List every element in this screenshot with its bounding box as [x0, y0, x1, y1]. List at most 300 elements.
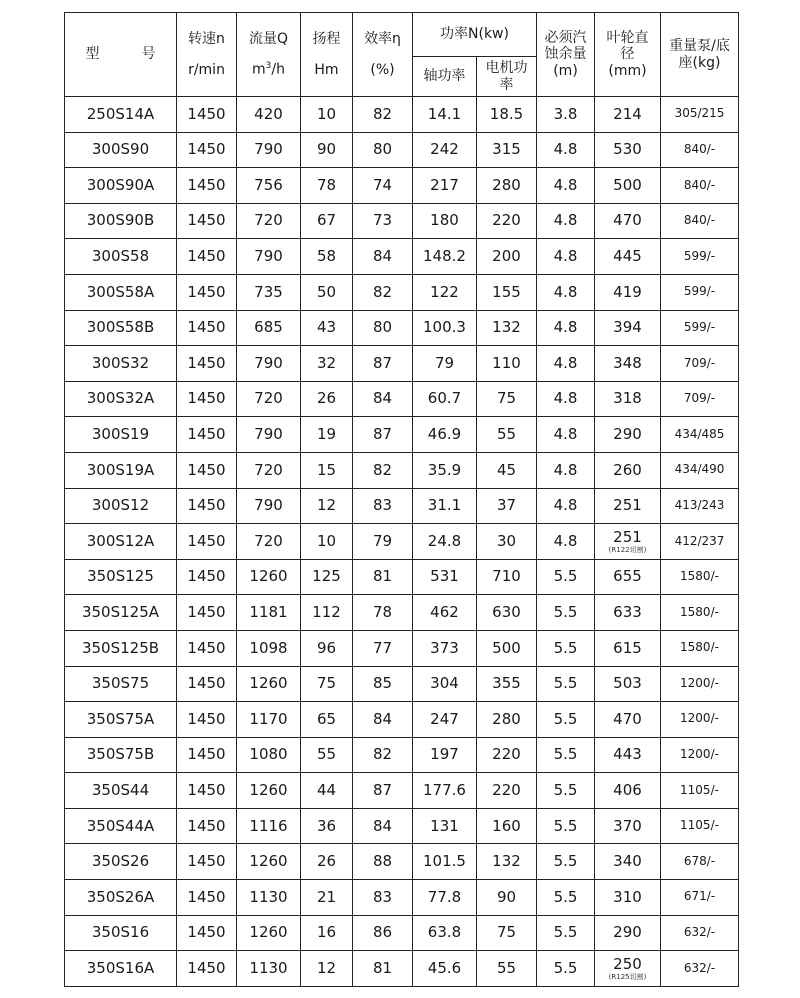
header-power: 功率N(kw): [413, 13, 537, 57]
cell-efficiency: 84: [353, 381, 413, 417]
cell-shaft-power: 462: [413, 595, 477, 631]
cell-flow: 1130: [237, 880, 301, 916]
cell-model: 350S16: [65, 915, 177, 951]
cell-impeller: [595, 951, 661, 987]
cell-flow: 756: [237, 168, 301, 204]
cell-model: 300S12A: [65, 524, 177, 560]
cell-shaft-power: 122: [413, 274, 477, 310]
cell-speed: 1450: [177, 274, 237, 310]
cell-model: 300S58B: [65, 310, 177, 346]
impeller-value: 500: [613, 175, 642, 194]
impeller-value: 615: [613, 638, 642, 657]
cell-impeller: [595, 702, 661, 738]
cell-impeller: [595, 203, 661, 239]
impeller-value: 470: [613, 211, 642, 230]
cell-model: 350S125A: [65, 595, 177, 631]
cell-shaft-power: 131: [413, 808, 477, 844]
cell-shaft-power: 148.2: [413, 239, 477, 275]
cell-flow: 720: [237, 203, 301, 239]
cell-flow: 1080: [237, 737, 301, 773]
cell-npsh: 5.5: [537, 702, 595, 738]
cell-head: 10: [301, 524, 353, 560]
cell-head: 12: [301, 951, 353, 987]
cell-motor-power: 220: [477, 773, 537, 809]
cell-motor-power: 90: [477, 880, 537, 916]
cell-npsh: 5.5: [537, 915, 595, 951]
cell-npsh: 5.5: [537, 844, 595, 880]
cell-impeller: [595, 274, 661, 310]
cell-efficiency: 78: [353, 595, 413, 631]
cell-impeller: [595, 808, 661, 844]
cell-impeller: [595, 915, 661, 951]
cell-shaft-power: 31.1: [413, 488, 477, 524]
cell-head: 16: [301, 915, 353, 951]
cell-npsh: 4.8: [537, 203, 595, 239]
impeller-value: 250: [613, 954, 642, 973]
cell-flow: 420: [237, 97, 301, 133]
cell-efficiency: 83: [353, 488, 413, 524]
cell-motor-power: 710: [477, 559, 537, 595]
cell-shaft-power: 101.5: [413, 844, 477, 880]
table-row: [65, 773, 739, 809]
cell-speed: 1450: [177, 97, 237, 133]
cell-impeller: [595, 417, 661, 453]
header-shaft-power: 轴功率: [413, 57, 477, 97]
cell-weight: 599/-: [661, 274, 739, 310]
cell-flow: 1130: [237, 951, 301, 987]
impeller-value: 503: [613, 674, 642, 693]
cell-head: 125: [301, 559, 353, 595]
cell-npsh: 5.5: [537, 559, 595, 595]
impeller-value: 370: [613, 816, 642, 835]
cell-speed: 1450: [177, 737, 237, 773]
cell-shaft-power: 100.3: [413, 310, 477, 346]
cell-impeller: [595, 559, 661, 595]
cell-head: 112: [301, 595, 353, 631]
cell-motor-power: 110: [477, 346, 537, 382]
cell-weight: 632/-: [661, 951, 739, 987]
cell-shaft-power: 60.7: [413, 381, 477, 417]
cell-flow: 1260: [237, 773, 301, 809]
cell-npsh: 5.5: [537, 773, 595, 809]
cell-impeller: [595, 97, 661, 133]
cell-motor-power: 18.5: [477, 97, 537, 133]
table-row: [65, 452, 739, 488]
cell-motor-power: 45: [477, 452, 537, 488]
impeller-value: 530: [613, 140, 642, 159]
cell-efficiency: 84: [353, 702, 413, 738]
pump-spec-table: [64, 12, 739, 987]
table-row: [65, 132, 739, 168]
cell-model: 300S58: [65, 239, 177, 275]
table-row: [65, 702, 739, 738]
cell-head: 26: [301, 844, 353, 880]
cell-efficiency: 88: [353, 844, 413, 880]
cell-shaft-power: 217: [413, 168, 477, 204]
cell-efficiency: 82: [353, 97, 413, 133]
table-row: [65, 880, 739, 916]
cell-efficiency: 83: [353, 880, 413, 916]
cell-head: 55: [301, 737, 353, 773]
cell-npsh: 5.5: [537, 737, 595, 773]
cell-weight: 1200/-: [661, 666, 739, 702]
table-row: [65, 595, 739, 631]
cell-shaft-power: 531: [413, 559, 477, 595]
impeller-value: 406: [613, 780, 642, 799]
impeller-note: (R125切割): [608, 973, 647, 982]
cell-npsh: 5.5: [537, 808, 595, 844]
cell-impeller: [595, 239, 661, 275]
table-row: [65, 951, 739, 987]
impeller-value: 655: [613, 567, 642, 586]
cell-model: 300S58A: [65, 274, 177, 310]
header-npsh: 必须汽蚀余量(m): [537, 13, 595, 97]
cell-weight: 709/-: [661, 346, 739, 382]
impeller-value: 340: [613, 852, 642, 871]
table-row: [65, 274, 739, 310]
cell-head: 10: [301, 97, 353, 133]
cell-weight: 1580/-: [661, 595, 739, 631]
table-row: [65, 203, 739, 239]
cell-npsh: 4.8: [537, 346, 595, 382]
cell-npsh: 4.8: [537, 488, 595, 524]
cell-flow: 790: [237, 488, 301, 524]
cell-impeller: [595, 452, 661, 488]
impeller-value: 633: [613, 602, 642, 621]
cell-speed: 1450: [177, 773, 237, 809]
cell-flow: 790: [237, 132, 301, 168]
impeller-value: 348: [613, 353, 642, 372]
cell-npsh: 5.5: [537, 630, 595, 666]
cell-model: 300S90: [65, 132, 177, 168]
cell-flow: 720: [237, 452, 301, 488]
cell-efficiency: 85: [353, 666, 413, 702]
cell-motor-power: 30: [477, 524, 537, 560]
cell-shaft-power: 242: [413, 132, 477, 168]
cell-speed: 1450: [177, 702, 237, 738]
header-flow: [237, 13, 301, 97]
cell-npsh: 5.5: [537, 595, 595, 631]
cell-model: 350S26: [65, 844, 177, 880]
cell-efficiency: 81: [353, 559, 413, 595]
cell-impeller: [595, 595, 661, 631]
impeller-value: 290: [613, 425, 642, 444]
impeller-value: 290: [613, 923, 642, 942]
impeller-value: 470: [613, 709, 642, 728]
impeller-value: 310: [613, 887, 642, 906]
cell-model: 300S32A: [65, 381, 177, 417]
cell-efficiency: 79: [353, 524, 413, 560]
cell-flow: 720: [237, 524, 301, 560]
cell-flow: 1170: [237, 702, 301, 738]
cell-weight: 678/-: [661, 844, 739, 880]
cell-efficiency: 84: [353, 808, 413, 844]
cell-weight: 840/-: [661, 203, 739, 239]
cell-speed: 1450: [177, 417, 237, 453]
cell-speed: 1450: [177, 346, 237, 382]
cell-shaft-power: 304: [413, 666, 477, 702]
cell-impeller: [595, 880, 661, 916]
cell-shaft-power: 77.8: [413, 880, 477, 916]
cell-model: 350S125B: [65, 630, 177, 666]
table-row: [65, 97, 739, 133]
cell-motor-power: 200: [477, 239, 537, 275]
table-row: [65, 417, 739, 453]
cell-motor-power: 55: [477, 951, 537, 987]
cell-model: 300S90A: [65, 168, 177, 204]
cell-head: 90: [301, 132, 353, 168]
cell-model: 350S44: [65, 773, 177, 809]
cell-head: 21: [301, 880, 353, 916]
cell-flow: 1260: [237, 559, 301, 595]
cell-speed: 1450: [177, 488, 237, 524]
cell-motor-power: 220: [477, 203, 537, 239]
cell-model: 300S90B: [65, 203, 177, 239]
table-row: [65, 666, 739, 702]
impeller-value: 318: [613, 389, 642, 408]
cell-flow: 1260: [237, 844, 301, 880]
cell-speed: 1450: [177, 203, 237, 239]
cell-flow: 1116: [237, 808, 301, 844]
table-row: [65, 737, 739, 773]
cell-motor-power: 37: [477, 488, 537, 524]
cell-motor-power: 280: [477, 168, 537, 204]
cell-speed: 1450: [177, 132, 237, 168]
cell-head: 26: [301, 381, 353, 417]
cell-speed: 1450: [177, 630, 237, 666]
cell-efficiency: 82: [353, 274, 413, 310]
impeller-value: 445: [613, 247, 642, 266]
cell-weight: 632/-: [661, 915, 739, 951]
cell-motor-power: 355: [477, 666, 537, 702]
cell-weight: 413/243: [661, 488, 739, 524]
impeller-value: 260: [613, 460, 642, 479]
cell-motor-power: 160: [477, 808, 537, 844]
cell-shaft-power: 46.9: [413, 417, 477, 453]
cell-shaft-power: 35.9: [413, 452, 477, 488]
cell-speed: 1450: [177, 559, 237, 595]
table-row: [65, 808, 739, 844]
cell-speed: 1450: [177, 808, 237, 844]
cell-weight: 599/-: [661, 310, 739, 346]
cell-npsh: 3.8: [537, 97, 595, 133]
cell-impeller: [595, 488, 661, 524]
cell-motor-power: 75: [477, 381, 537, 417]
cell-shaft-power: 373: [413, 630, 477, 666]
cell-weight: 671/-: [661, 880, 739, 916]
cell-shaft-power: 180: [413, 203, 477, 239]
cell-npsh: 4.8: [537, 239, 595, 275]
cell-impeller: [595, 132, 661, 168]
table-row: [65, 239, 739, 275]
cell-motor-power: 132: [477, 310, 537, 346]
cell-efficiency: 82: [353, 737, 413, 773]
cell-impeller: [595, 666, 661, 702]
cell-npsh: 4.8: [537, 168, 595, 204]
cell-head: 50: [301, 274, 353, 310]
cell-impeller: [595, 381, 661, 417]
header-head: [301, 13, 353, 97]
cell-model: 350S26A: [65, 880, 177, 916]
cell-motor-power: 315: [477, 132, 537, 168]
cell-flow: 790: [237, 346, 301, 382]
cell-npsh: 4.8: [537, 274, 595, 310]
cell-shaft-power: 63.8: [413, 915, 477, 951]
cell-head: 43: [301, 310, 353, 346]
cell-model: 300S19A: [65, 452, 177, 488]
impeller-value: 214: [613, 104, 642, 123]
cell-head: 75: [301, 666, 353, 702]
cell-weight: 840/-: [661, 168, 739, 204]
cell-npsh: 4.8: [537, 132, 595, 168]
table-row: [65, 915, 739, 951]
table-row: [65, 310, 739, 346]
table-row: [65, 630, 739, 666]
cell-weight: 599/-: [661, 239, 739, 275]
cell-npsh: 5.5: [537, 951, 595, 987]
header-speed: [177, 13, 237, 97]
cell-npsh: 4.8: [537, 310, 595, 346]
header-flow-unit: $m^3/h$: [252, 61, 285, 78]
cell-model: 300S19: [65, 417, 177, 453]
cell-flow: 735: [237, 274, 301, 310]
cell-efficiency: 87: [353, 346, 413, 382]
cell-speed: 1450: [177, 844, 237, 880]
cell-model: 350S125: [65, 559, 177, 595]
header-motor-power: 电机功率: [477, 57, 537, 97]
header-model: 型 号: [65, 13, 177, 97]
cell-speed: 1450: [177, 310, 237, 346]
cell-motor-power: 75: [477, 915, 537, 951]
cell-speed: 1450: [177, 666, 237, 702]
cell-model: 250S14A: [65, 97, 177, 133]
cell-impeller: [595, 630, 661, 666]
impeller-value: 443: [613, 745, 642, 764]
cell-speed: 1450: [177, 381, 237, 417]
cell-shaft-power: 45.6: [413, 951, 477, 987]
cell-weight: 305/215: [661, 97, 739, 133]
cell-head: 67: [301, 203, 353, 239]
impeller-value: 251: [613, 496, 642, 515]
cell-shaft-power: 197: [413, 737, 477, 773]
cell-motor-power: 220: [477, 737, 537, 773]
cell-motor-power: 500: [477, 630, 537, 666]
cell-flow: 1181: [237, 595, 301, 631]
cell-head: 44: [301, 773, 353, 809]
cell-weight: 1580/-: [661, 630, 739, 666]
cell-impeller: [595, 737, 661, 773]
cell-shaft-power: 24.8: [413, 524, 477, 560]
cell-head: 12: [301, 488, 353, 524]
cell-speed: 1450: [177, 239, 237, 275]
cell-flow: 720: [237, 381, 301, 417]
cell-efficiency: 86: [353, 915, 413, 951]
cell-head: 96: [301, 630, 353, 666]
cell-weight: 1200/-: [661, 737, 739, 773]
cell-npsh: 4.8: [537, 417, 595, 453]
cell-speed: 1450: [177, 452, 237, 488]
cell-speed: 1450: [177, 951, 237, 987]
cell-head: 65: [301, 702, 353, 738]
cell-weight: 1105/-: [661, 808, 739, 844]
cell-efficiency: 82: [353, 452, 413, 488]
cell-npsh: 4.8: [537, 452, 595, 488]
table-row: [65, 381, 739, 417]
cell-impeller: [595, 773, 661, 809]
cell-efficiency: 81: [353, 951, 413, 987]
cell-weight: 1200/-: [661, 702, 739, 738]
cell-shaft-power: 79: [413, 346, 477, 382]
header-speed-label: 转速n: [188, 31, 225, 48]
impeller-note: (R122切割): [608, 546, 647, 555]
header-head-unit: Hm: [314, 61, 339, 78]
cell-impeller: [595, 346, 661, 382]
cell-impeller: [595, 310, 661, 346]
cell-speed: 1450: [177, 524, 237, 560]
cell-flow: 790: [237, 417, 301, 453]
table-body: [65, 97, 739, 987]
table-row: [65, 844, 739, 880]
cell-weight: 434/490: [661, 452, 739, 488]
cell-npsh: 5.5: [537, 666, 595, 702]
cell-flow: 1260: [237, 915, 301, 951]
cell-efficiency: 80: [353, 132, 413, 168]
header-efficiency: [353, 13, 413, 97]
cell-impeller: [595, 524, 661, 560]
header-speed-unit: r/min: [188, 61, 225, 78]
cell-npsh: 4.8: [537, 524, 595, 560]
cell-shaft-power: 247: [413, 702, 477, 738]
table-row: [65, 346, 739, 382]
cell-shaft-power: 177.6: [413, 773, 477, 809]
cell-head: 19: [301, 417, 353, 453]
cell-head: 32: [301, 346, 353, 382]
cell-model: 300S32: [65, 346, 177, 382]
header-efficiency-unit: (%): [370, 61, 395, 78]
table-row: [65, 559, 739, 595]
impeller-value: 394: [613, 318, 642, 337]
cell-efficiency: 77: [353, 630, 413, 666]
cell-efficiency: 74: [353, 168, 413, 204]
table-row: [65, 168, 739, 204]
cell-npsh: 5.5: [537, 880, 595, 916]
impeller-value: 251: [613, 527, 642, 546]
cell-weight: 840/-: [661, 132, 739, 168]
cell-model: 350S16A: [65, 951, 177, 987]
cell-weight: 709/-: [661, 381, 739, 417]
cell-efficiency: 87: [353, 417, 413, 453]
cell-efficiency: 84: [353, 239, 413, 275]
header-flow-label: 流量Q: [248, 31, 289, 48]
cell-head: 36: [301, 808, 353, 844]
header-head-label: 扬程: [312, 31, 341, 48]
cell-speed: 1450: [177, 880, 237, 916]
cell-motor-power: 630: [477, 595, 537, 631]
cell-weight: 412/237: [661, 524, 739, 560]
cell-model: 350S75: [65, 666, 177, 702]
cell-weight: 1580/-: [661, 559, 739, 595]
header-weight: 重量泵/底座(kg): [661, 13, 739, 97]
cell-impeller: [595, 168, 661, 204]
cell-model: 350S44A: [65, 808, 177, 844]
cell-impeller: [595, 844, 661, 880]
cell-npsh: 4.8: [537, 381, 595, 417]
cell-flow: 1098: [237, 630, 301, 666]
header-impeller: 叶轮直径(mm): [595, 13, 661, 97]
cell-head: 15: [301, 452, 353, 488]
impeller-value: 419: [613, 282, 642, 301]
cell-model: 350S75A: [65, 702, 177, 738]
